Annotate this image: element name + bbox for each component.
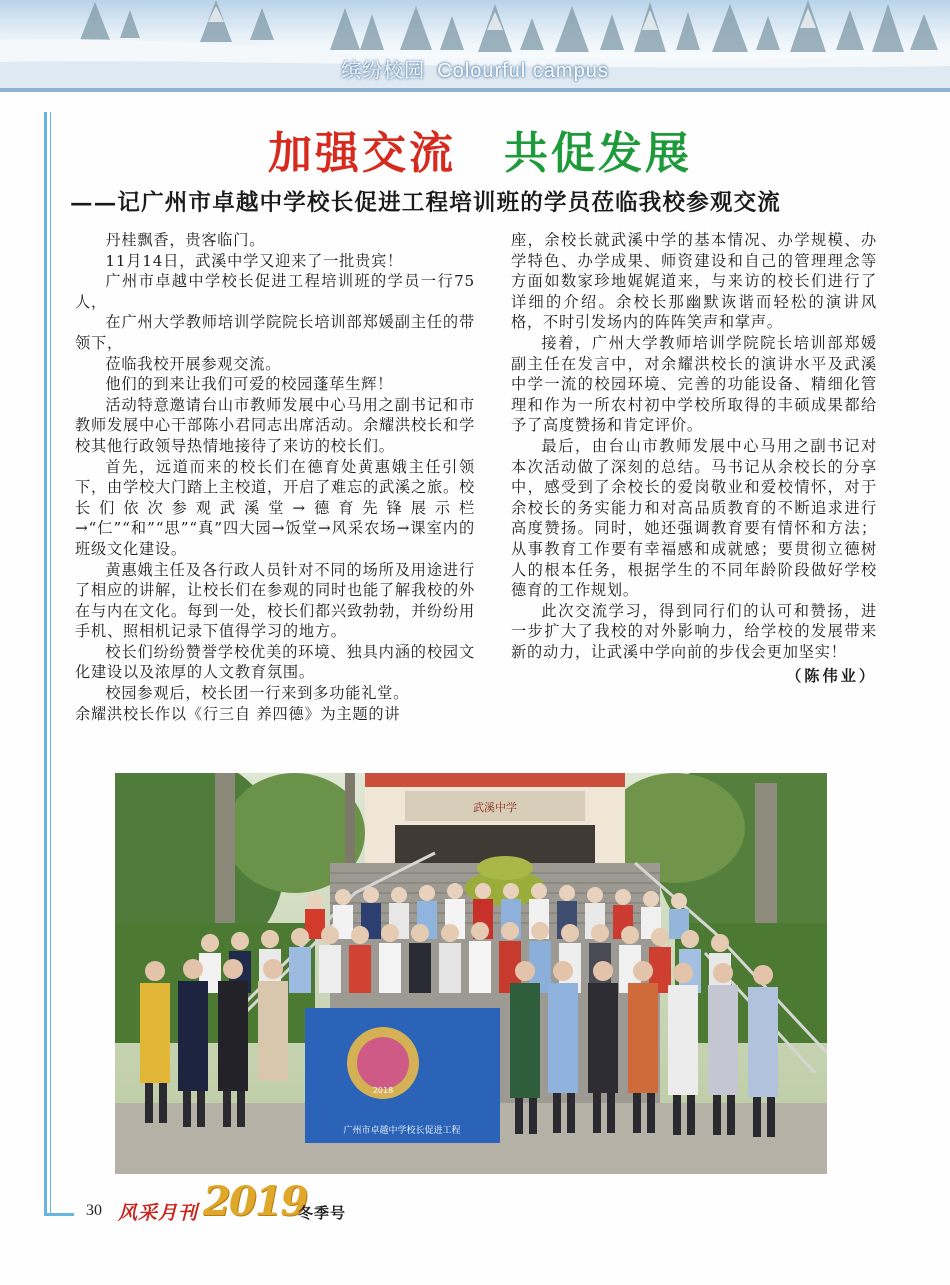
paragraph: 莅临我校开展参观交流。 (105, 354, 282, 373)
section-tag-cn: 缤纷校园 (341, 60, 426, 82)
paragraph: 首先，远道而来的校长们在德育处黄惠娥主任引领下，由学校大门踏上主校道，开启了难忘的武溪之旅。校长们依次参观武溪堂→德育先锋展示栏→“仁”“和”“思”“真”四大园→饭堂→风采农场→课室内的班级文化建设。 (75, 457, 475, 558)
banner-text: 广州市卓越中学校长促进工程 (343, 1126, 461, 1136)
paragraph: 最后，由台山市教师发展中心马用之副书记对本次活动做了深刻的总结。马书记从余校长的分享中，感受到了余校长的爱岗敬业和爱校情怀，对于余校长的务实能力和对高品质教育的不断追求进行高度赞扬。同时，她还强调教育要有情怀和方法；从事教育工作要有幸福感和成就感；要贯彻立德树人的根本任务，根据学生的不同年龄阶段做好学校德育的工作规划。 (511, 436, 877, 600)
article-right-column (511, 230, 877, 687)
section-tag (0, 54, 950, 83)
banner-year: 2018 (372, 1086, 394, 1095)
title-part-1: 加强交流 (268, 128, 456, 179)
paragraph: 他们的到来让我们可爱的校园蓬荜生辉！ (105, 375, 394, 394)
paragraph: 在广州大学教师培训学院院长培训部郑媛副主任的带领下， (75, 313, 475, 352)
header-banner (0, 0, 950, 92)
paragraph: 校长们纷纷赞誉学校优美的环境、独具内涵的校园文化建设以及浓厚的人文教育氛围。 (75, 642, 475, 682)
left-border-outer (44, 112, 47, 1216)
building-sign: 武溪中学 (473, 801, 517, 814)
page-footer (60, 1178, 460, 1232)
title-part-2: 共促发展 (504, 128, 692, 179)
paragraph-continuation: 座，余校长就武溪中学的基本情况、办学规模、办学特色、办学成果、师资建设和自己的管理理念等方面如数家珍地娓娓道来，与来访的校长们进行了详细的介绍。余校长那幽默诙谐而轻松的演讲风格，不时引发场内的阵阵笑声和掌声。 (511, 231, 877, 332)
paragraph: 校园参观后，校长团一行来到多功能礼堂。 (105, 684, 410, 703)
paragraph-continued: 余耀洪校长作以《行三自 养四德》为主题的讲 (75, 704, 401, 723)
article-title (80, 126, 880, 182)
section-tag-en: Colourful campus (437, 60, 609, 82)
article-subtitle: ——记广州市卓越中学校长促进工程培训班的学员莅临我校参观交流 (70, 190, 782, 216)
paragraph: 此次交流学习，得到同行们的认可和赞扬，进一步扩大了我校的对外影响力，给学校的发展带来新的动力，让武溪中学向前的步伐会更加坚实！ (511, 601, 877, 661)
year-logo: 2019 (203, 1178, 307, 1225)
paragraph: 接着，广州大学教师培训学院院长培训部郑媛副主任在发言中，对余耀洪校长的演讲水平及武溪中学一流的校园环境、完善的功能设备、精细化管理和作为一所农村初中学校所取得的丰硕成果都给予了高度赞扬和肯定评价。 (511, 333, 877, 435)
page-number: 30 (86, 1202, 102, 1219)
banner-divider (0, 88, 950, 92)
group-banner (305, 1008, 500, 1143)
paragraph: 黄惠娥主任及各行政人员针对不同的场所及用途进行了相应的讲解，让校长们在参观的同时也能了解我校的外在与内在文化。每到一处，校长们都兴致勃勃，并纷纷用手机、照相机记录下值得学习的地方。 (75, 560, 475, 641)
article-left-column (75, 230, 475, 724)
group-photo-illustration (115, 773, 827, 1174)
paragraph: 丹桂飘香，贵客临门。 (105, 231, 266, 249)
paragraph: 11月14日，武溪中学又迎来了一批贵宾！ (105, 251, 404, 270)
group-photo (115, 773, 827, 1174)
author-signature: （陈伟业） (786, 667, 877, 686)
left-border-inner (50, 112, 51, 1216)
paragraph: 活动特意邀请台山市教师发展中心马用之副书记和市教师发展中心干部陈小君同志出席活动。余耀洪校长和学校其他行政领导热情地接待了来访的校长们。 (75, 395, 475, 455)
magazine-name: 风采月刊 (118, 1202, 199, 1224)
paragraph: 广州市卓越中学校长促进工程培训班的学员一行75人， (75, 272, 475, 311)
issue-season: 冬季号 (298, 1204, 347, 1222)
